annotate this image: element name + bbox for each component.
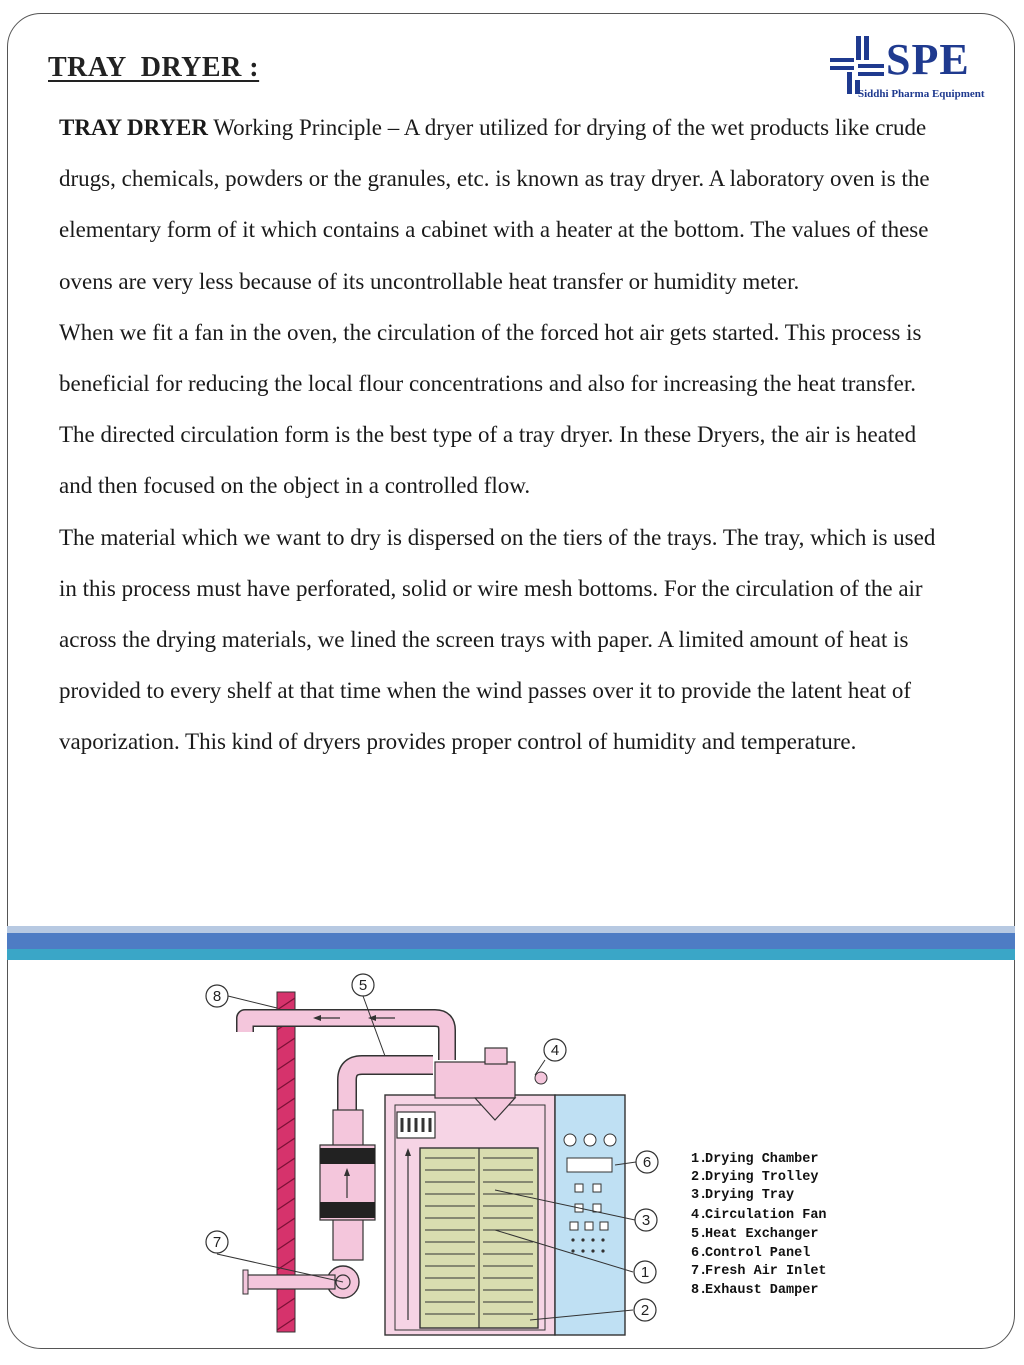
paragraph-2: When we fit a fan in the oven, the circulation of the forced hot air gets started. This process is beneficial for reducing the local flour concentrations and also for increasing the heat transfer. The directed circulation form is the best type of a tray dryer. In these Dryers, the air is heated and then focused on the object in a controlled flow. <box>59 319 922 499</box>
callout-label-8: 8 <box>212 988 222 1005</box>
legend-num-4: 4. <box>691 1208 708 1223</box>
divider-band-blue <box>7 933 1015 949</box>
diagram-legend <box>691 1152 827 1298</box>
body-text <box>59 102 939 768</box>
divider-band-teal <box>7 949 1015 960</box>
callout-label-7: 7 <box>212 1234 222 1251</box>
legend-label-4: Circulation Fan <box>705 1208 827 1223</box>
callout-label-6: 6 <box>642 1154 652 1171</box>
legend-label-2: Drying Trolley <box>705 1170 819 1185</box>
legend-label-3: Drying Tray <box>705 1188 795 1203</box>
callout-label-1: 1 <box>640 1264 650 1281</box>
paragraph-3: The material which we want to dry is dispersed on the tiers of the trays. The tray, which is used in this process must have perforated, solid or wire mesh bottoms. For the circulation of the air across the drying materials, we lined the screen trays with paper. A limited amount of heat is provided to every shelf at that time when the wind passes over it to provide the latent heat of vaporization. This kind of dryers provides proper control of humidity and temperature. <box>59 524 936 755</box>
legend-label-1: Drying Chamber <box>705 1152 819 1167</box>
legend-num-8: 8. <box>691 1283 708 1298</box>
paragraph-1-text: Working Principle – A dryer utilized for drying of the wet products like crude drugs, chemicals, powders or the granules, etc. is known as tray dryer. A laboratory oven is the elementary form of it which contains a cabinet with a heater at the bottom. The values of these ovens are very less because of its uncontrollable heat transfer or humidity meter. <box>59 115 930 294</box>
legend-label-7: Fresh Air Inlet <box>705 1264 827 1279</box>
lead-term: TRAY DRYER <box>59 115 208 140</box>
exhaust-duct <box>245 1018 447 1060</box>
tray-dryer-diagram <box>195 970 835 1340</box>
spe-logo <box>828 32 988 104</box>
legend-label-6: Control Panel <box>705 1246 811 1261</box>
logo-name: SPE <box>886 35 970 84</box>
logo-subtitle: Siddhi Pharma Equipment <box>858 88 985 100</box>
paragraph-1 <box>59 102 939 307</box>
legend-num-5: 5. <box>691 1227 708 1242</box>
callout-label-2: 2 <box>640 1302 650 1319</box>
slide-title: TRAY DRYER : <box>48 52 260 83</box>
legend-num-7: 7. <box>691 1264 708 1279</box>
legend-label-5: Heat Exchanger <box>705 1227 819 1242</box>
callout-label-5: 5 <box>358 977 368 994</box>
legend-label-8: Exhaust Damper <box>705 1283 819 1298</box>
legend-num-3: 3. <box>691 1188 708 1203</box>
legend-num-6: 6. <box>691 1246 708 1261</box>
legend-num-2: 2. <box>691 1170 708 1185</box>
logo-mark-icon <box>828 34 888 94</box>
circulation-fan <box>435 1062 515 1098</box>
divider-band-light <box>7 926 1015 933</box>
callout-label-3: 3 <box>641 1212 651 1229</box>
legend-num-1: 1. <box>691 1152 708 1167</box>
control-panel <box>555 1095 625 1335</box>
callout-label-4: 4 <box>550 1042 560 1059</box>
